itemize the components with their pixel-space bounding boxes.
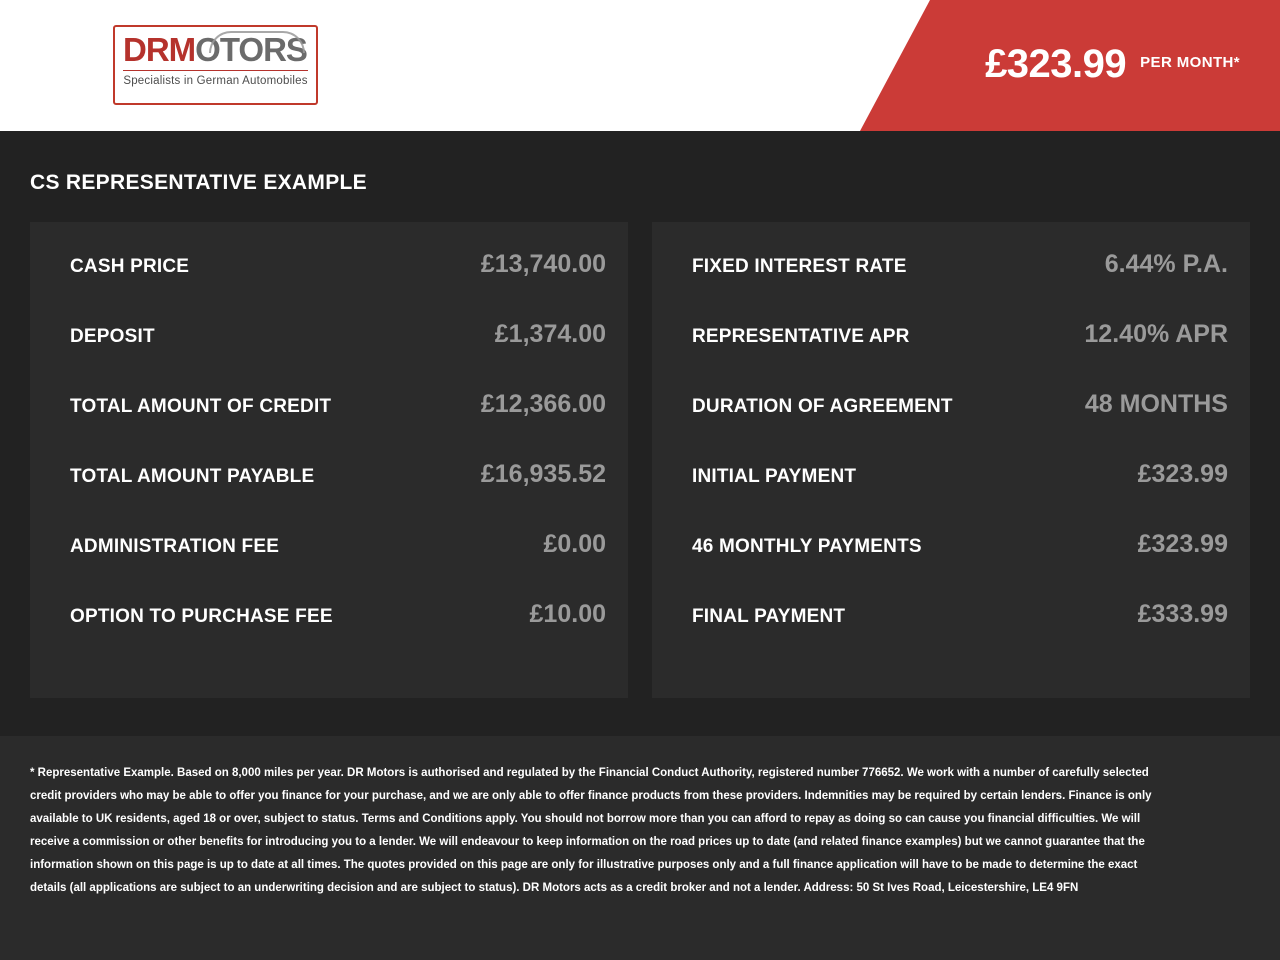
dr-motors-logo [113,25,318,105]
row-label: 46 MONTHLY PAYMENTS [692,536,922,557]
main-content [0,131,1280,960]
row-value: 6.44% P.A. [1104,250,1228,278]
figures-panels [0,195,1280,698]
table-row [692,390,1228,460]
left-figures-panel [30,222,628,698]
table-row [692,320,1228,390]
table-row [692,250,1228,320]
price-amount: £323.99 [985,41,1127,86]
table-row [70,530,606,600]
row-value: £0.00 [543,530,606,558]
price-period: PER MONTH* [1140,54,1240,71]
logo-wordmark-m: M [168,31,196,68]
logo-tagline: Specialists in German Automobiles [123,75,308,87]
monthly-price [985,0,1240,131]
logo-wordmark-dr: DR [123,31,169,68]
row-label: ADMINISTRATION FEE [70,536,280,557]
row-value: £16,935.52 [480,460,606,488]
right-figures-panel [652,222,1250,698]
row-value: £13,740.00 [480,250,606,278]
row-label: INITIAL PAYMENT [692,466,857,487]
row-value: £323.99 [1137,530,1228,558]
row-label: TOTAL AMOUNT PAYABLE [70,466,315,487]
row-label: DURATION OF AGREEMENT [692,396,953,417]
page-header [0,0,1280,131]
row-value: £10.00 [529,600,606,628]
row-label: DEPOSIT [70,326,155,347]
table-row [70,600,606,670]
table-row [70,320,606,390]
row-value: 12.40% APR [1084,320,1228,348]
row-label: TOTAL AMOUNT OF CREDIT [70,396,332,417]
row-value: 48 MONTHS [1084,390,1228,418]
logo-wordmark-rest: OTORS [195,31,307,68]
table-row [692,530,1228,600]
disclaimer-section [0,736,1280,930]
table-row [692,600,1228,670]
row-label: OPTION TO PURCHASE FEE [70,606,333,627]
table-row [692,460,1228,530]
page-title: CS REPRESENTATIVE EXAMPLE [30,171,367,194]
footer-spacer [0,930,1280,960]
row-label: FIXED INTEREST RATE [692,256,907,277]
row-value: £1,374.00 [494,320,606,348]
row-label: REPRESENTATIVE APR [692,326,910,347]
logo-divider [123,70,308,71]
table-row [70,460,606,530]
row-value: £333.99 [1137,600,1228,628]
table-row [70,390,606,460]
row-label: FINAL PAYMENT [692,606,846,627]
logo-swoosh-icon [209,31,305,53]
logo-wordmark [123,33,308,66]
row-value: £12,366.00 [480,390,606,418]
row-value: £323.99 [1137,460,1228,488]
row-label: CASH PRICE [70,256,190,277]
disclaimer-text: * Representative Example. Based on 8,000 miles per year. DR Motors is authorised and regulated by the Financial Conduct Authority, registered number 776652. We work with a number of carefully selected credit providers who may be able to offer you finance for your purchase, and we are only able to offer finance products from these providers. Indemnities may be required by certain lenders. Finance is only available to UK residents, aged 18 or over, subject to status. Terms and Conditions apply. You should not borrow more than you can afford to repay as doing so can cause you financial difficulties. We will receive a commission or other benefits for introducing you to a lender. We will endeavour to keep information on the road prices up to date (and related finance examples) but we cannot guarantee that the information shown on this page is up to date at all times. The quotes provided on this page are only for illustrative purposes only and a full finance application will have to be made to determine the exact details (all applications are subject to an underwriting decision and are subject to status). DR Motors acts as a credit broker and not a lender. Address: 50 St Ives Road, Leicestershire, LE4 9FN [30,767,1152,894]
table-row [70,250,606,320]
